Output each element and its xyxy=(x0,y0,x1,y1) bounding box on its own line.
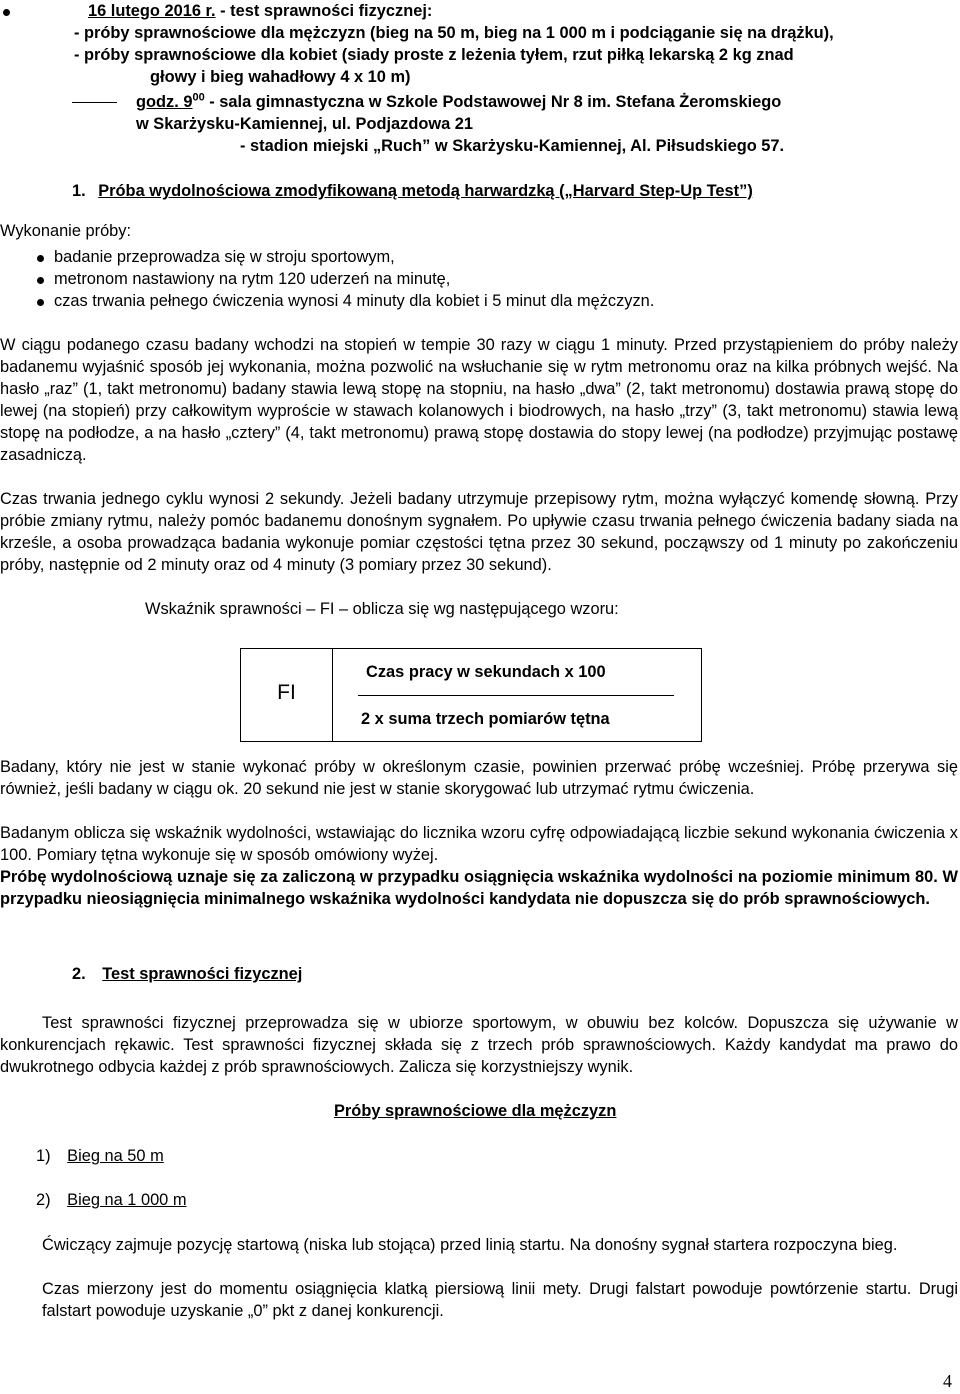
time-sup: 00 xyxy=(192,91,205,104)
bullet-item: czas trwania pełnego ćwiczenia wynosi 4 minuty dla kobiet i 5 minut dla mężczyzn. xyxy=(54,292,655,310)
time-rest: - sala gimnastyczna w Szkole Podstawowej Nr 8 im. Stefana Żeromskiego xyxy=(204,93,782,111)
women-trials-line-2: głowy i bieg wahadłowy 4 x 10 m) xyxy=(150,68,411,86)
bullet-icon xyxy=(37,255,44,262)
paragraph: Czas mierzony jest do momentu osiągnięcia klatką piersiową linii mety. Drugi falstart powoduje powtórzenie startu. Drugi falstart powoduje uzyskanie „0” pkt z danej konkurencji. xyxy=(42,1280,958,1320)
section-1-num: 1. xyxy=(72,182,86,200)
address-line: w Skarżysku-Kamiennej, ul. Podjazdowa 21 xyxy=(136,115,474,133)
formula-numerator: Czas pracy w sekundach x 100 xyxy=(366,663,606,681)
list-label: Bieg na 50 m xyxy=(67,1147,164,1165)
formula-symbol: FI xyxy=(277,681,296,704)
formula-intro: Wskaźnik sprawności – FI – oblicza się wg następującego wzoru: xyxy=(145,600,619,618)
fraction-line xyxy=(358,695,674,696)
bullet-item: badanie przeprowadza się w stroju sportowym, xyxy=(54,248,395,266)
date: 16 lutego 2016 r. xyxy=(88,2,216,20)
time-prefix: godz. 9 xyxy=(136,93,193,111)
list-item xyxy=(36,1189,187,1211)
list-num: 2) xyxy=(36,1191,51,1209)
list-label: Bieg na 1 000 m xyxy=(67,1191,187,1209)
paragraph: Badany, który nie jest w stanie wykonać próby w określonym czasie, powinien przerwać próbę wcześniej. Próbę przerywa się również, jeśli badany w ciągu ok. 20 sekund nie jest w stanie skorygować lub utrzymać rytmu ćwiczenia. xyxy=(0,758,958,798)
time-line xyxy=(136,91,781,113)
paragraph: W ciągu podanego czasu badany wchodzi na stopień w tempie 30 razy w ciągu 1 minuty. Przed przystąpieniem do próby należy badanemu wyjaśnić sposób jej wykonania, można pozwolić na wsłuchanie się w rytm metronomu oraz na kilka próbnych wejść. Na hasło „raz” (1, takt metronomu) badany stawia lewą stopę na stopniu, na hasło „dwa” (2, takt metronomu) dostawia prawą stopę do lewej (na stopień) przy całkowitym wyproście w stawach kolanowych i biodrowych, na hasło „trzy” (3, takt metronomu) stawia lewą stopę na podłodze, a na hasło „cztery” (4, takt metronomu) prawą stopę dostawia do stopy lewej (na podłodze) przyjmując postawę zasadniczą. xyxy=(0,336,958,464)
men-trials-line: - próby sprawnościowe dla mężczyzn (bieg na 50 m, bieg na 1 000 m i podciąganie się na drążku), xyxy=(74,24,834,42)
bullet-icon xyxy=(37,299,44,306)
paragraph: Czas trwania jednego cyklu wynosi 2 sekundy. Jeżeli badany utrzymuje przepisowy rytm, można wyłączyć komendę słowną. Przy próbie zmiany rytmu, należy pomóc badanemu donośnym sygnałem. Po upływie czasu trwania pełnego ćwiczenia badany siada na krześle, a osoba prowadząca badania wykonuje pomiar częstości tętna przez 30 sekund, począwszy od 1 minuty po zakończeniu próby, następnie od 2 minuty oraz od 4 minuty (3 pomiary przez 30 sekund). xyxy=(0,490,958,574)
section-1-title: Próba wydolnościowa zmodyfikowaną metodą harwardzką („Harvard Step-Up Test”) xyxy=(98,182,753,200)
paragraph: Badanym oblicza się wskaźnik wydolności, wstawiając do licznika wzoru cyfrę odpowiadającą liczbie sekund wykonania ćwiczenia x 100. Pomiary tętna wykonuje się w sposób omówiony wyżej. xyxy=(0,824,958,864)
page-number: 4 xyxy=(943,1371,952,1391)
formula-denominator: 2 x suma trzech pomiarów tętna xyxy=(361,710,610,728)
bullet-icon xyxy=(37,277,44,284)
section-2-heading xyxy=(72,963,302,985)
paragraph-bold: Próbę wydolnościową uznaje się za zaliczoną w przypadku osiągnięcia wskaźnika wydolności na poziomie minimum 80. W przypadku nieosiągnięcia minimalnego wskaźnika wydolności kandydata nie dopuszcza się do prób sprawnościowych. xyxy=(0,868,958,908)
formula-box xyxy=(240,648,702,742)
paragraph: Test sprawności fizycznej przeprowadza się w ubiorze sportowym, w obuwiu bez kolców. Dopuszcza się używanie w konkurencjach rękawic. Test sprawności fizycznej składa się z trzech prób sprawnościowych. Każdy kandydat ma prawo do dwukrotnego odbycia każdej z prób sprawnościowych. Zalicza się korzystniejszy wynik. xyxy=(0,1014,958,1076)
section-2-title: Test sprawności fizycznej xyxy=(102,965,303,983)
date-rest: - test sprawności fizycznej: xyxy=(215,2,433,20)
men-trials-heading: Próby sprawnościowe dla mężczyzn xyxy=(334,1102,617,1120)
stadium-line: - stadion miejski „Ruch” w Skarżysku-Kamiennej, Al. Piłsudskiego 57. xyxy=(240,137,785,155)
list-num: 1) xyxy=(36,1147,51,1165)
bullet-item: metronom nastawiony na rytm 120 uderzeń na minutę, xyxy=(54,270,451,288)
formula-divider xyxy=(332,649,333,741)
paragraph: Ćwiczący zajmuje pozycję startową (niska lub stojąca) przed linią startu. Na donośny sygnał startera rozpoczyna bieg. xyxy=(42,1236,898,1254)
section-2-num: 2. xyxy=(72,965,86,983)
date-line xyxy=(88,0,432,22)
blank-line xyxy=(72,102,117,103)
execution-label: Wykonanie próby: xyxy=(0,222,132,240)
list-item xyxy=(36,1145,164,1167)
section-1-heading xyxy=(72,180,753,202)
women-trials-line: - próby sprawnościowe dla kobiet (siady proste z leżenia tyłem, rzut piłką lekarską 2 kg znad xyxy=(74,46,794,64)
bullet-icon xyxy=(3,9,10,16)
